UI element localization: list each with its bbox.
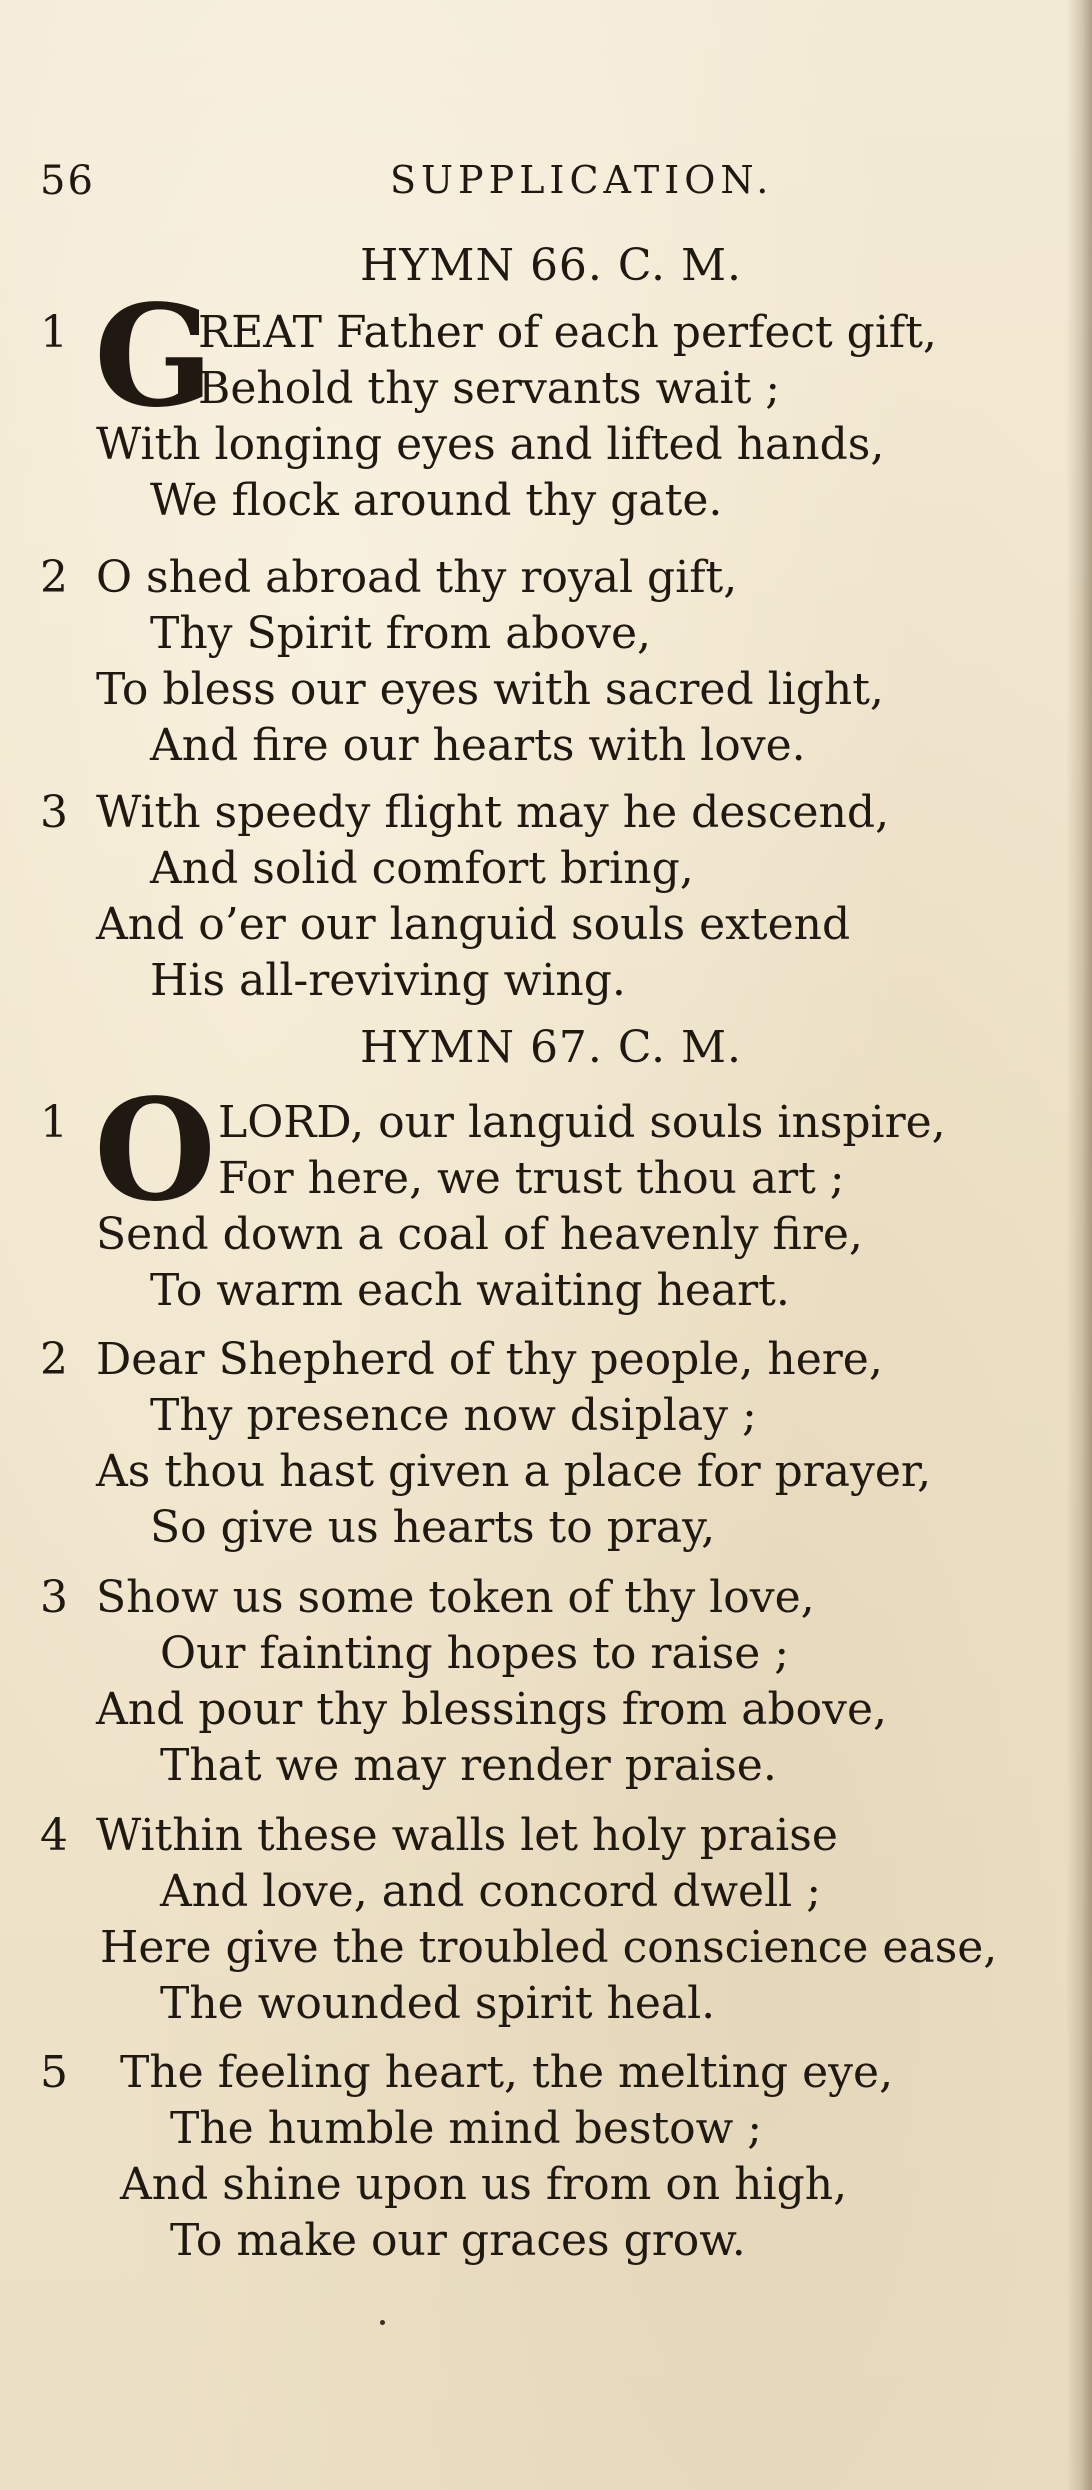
stanza-number: 1 xyxy=(40,307,68,358)
stanza-line: REAT Father of each perfect gift, xyxy=(198,307,937,358)
stanza-number: 3 xyxy=(40,787,68,838)
stanza-line: The wounded spirit heal. xyxy=(160,1978,716,2029)
stanza-line: O shed abroad thy royal gift, xyxy=(96,552,738,603)
stanza-line: Within these walls let holy praise xyxy=(96,1810,838,1861)
stanza-line: His all-reviving wing. xyxy=(150,955,626,1006)
stanza-number: 5 xyxy=(40,2047,68,2098)
drop-cap: G xyxy=(94,275,214,439)
stanza-line: The humble mind bestow ; xyxy=(170,2103,763,2154)
stanza-line: With speedy flight may he descend, xyxy=(96,787,890,838)
stanza-line: We flock around thy gate. xyxy=(150,475,723,526)
stanza-line: The feeling heart, the melting eye, xyxy=(120,2047,894,2098)
stanza-line: Thy presence now dsiplay ; xyxy=(150,1390,757,1441)
ink-speck xyxy=(380,2320,385,2325)
running-title: SUPPLICATION. xyxy=(390,158,774,202)
stanza-number: 2 xyxy=(40,552,68,603)
stanza-line: Behold thy servants wait ; xyxy=(198,363,781,414)
running-head xyxy=(40,158,774,218)
hymn-67-stanza-2 xyxy=(40,1332,1080,1562)
hymn-66-stanza-2 xyxy=(40,550,1080,780)
hymn-67-stanza-4 xyxy=(40,1808,1080,2038)
stanza-line: LORD, our languid souls inspire, xyxy=(218,1097,946,1148)
stanza-line: For here, we trust thou art ; xyxy=(218,1153,845,1204)
stanza-line: Thy Spirit from above, xyxy=(150,608,651,659)
hymn-67-stanza-3 xyxy=(40,1570,1080,1800)
hymn-66-heading: HYMN 66. C. M. xyxy=(359,240,743,291)
stanza-line: Our fainting hopes to raise ; xyxy=(160,1628,790,1679)
stanza-line: And love, and concord dwell ; xyxy=(160,1866,822,1917)
stanza-line: Dear Shepherd of thy people, here, xyxy=(96,1334,883,1385)
stanza-number: 2 xyxy=(40,1334,68,1385)
hymn-66-stanza-1 xyxy=(40,275,1080,535)
stanza-line: And pour thy blessings from above, xyxy=(96,1684,888,1735)
stanza-line: Show us some token of thy love, xyxy=(96,1572,815,1623)
hymn-67-stanza-5 xyxy=(40,2045,1080,2275)
stanza-line: Send down a coal of heavenly fire, xyxy=(96,1209,863,1260)
stanza-line: To make our graces grow. xyxy=(170,2215,746,2266)
stanza-line: And o’er our languid souls extend xyxy=(96,899,851,950)
stanza-line: And shine upon us from on high, xyxy=(120,2159,848,2210)
stanza-line: And solid comfort bring, xyxy=(150,843,694,894)
hymn-67-heading: HYMN 67. C. M. xyxy=(359,1022,743,1073)
stanza-line: To bless our eyes with sacred light, xyxy=(96,664,884,715)
stanza-line: So give us hearts to pray, xyxy=(150,1502,716,1553)
stanza-line: With longing eyes and lifted hands, xyxy=(96,419,885,470)
stanza-line: Here give the troubled conscience ease, xyxy=(100,1922,998,1973)
stanza-line: That we may render praise. xyxy=(160,1740,777,1791)
stanza-number: 1 xyxy=(40,1097,68,1148)
stanza-line: And fire our hearts with love. xyxy=(150,720,806,771)
page-number: 56 xyxy=(40,158,95,204)
hymn-66-stanza-3 xyxy=(40,785,1080,1015)
stanza-number: 4 xyxy=(40,1810,68,1861)
drop-cap: O xyxy=(94,1069,216,1233)
stanza-line: As thou hast given a place for prayer, xyxy=(96,1446,932,1497)
stanza-number: 3 xyxy=(40,1572,68,1623)
hymn-67-stanza-1 xyxy=(40,1069,1080,1325)
stanza-line: To warm each waiting heart. xyxy=(150,1265,790,1316)
